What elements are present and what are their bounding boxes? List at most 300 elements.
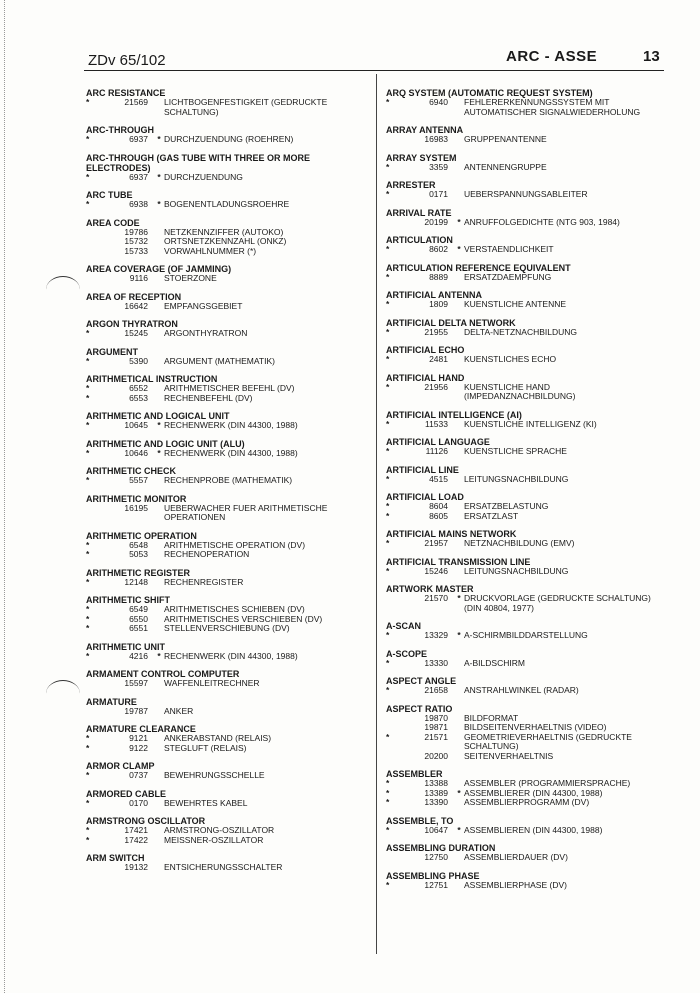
entry-number: 21956 xyxy=(424,381,448,392)
star-marker xyxy=(86,863,100,873)
translation-text: UEBERWACHER FUER ARITHMETISCHE OPERATIONEN xyxy=(164,502,328,522)
translation-text: ENTSICHERUNGSSCHALTER xyxy=(164,862,283,872)
star-marker: * xyxy=(86,475,90,485)
translation-text: ERSATZBELASTUNG xyxy=(464,501,549,511)
entry-term: ARTICULATION xyxy=(386,235,453,245)
link-marker xyxy=(154,247,164,257)
translation-text: DURCHZUENDUNG (ROEHREN) xyxy=(164,134,294,144)
entry-number: 4515 xyxy=(429,473,448,484)
star-marker: * xyxy=(86,825,90,835)
translation-text: ASSEMBLIERPHASE (DV) xyxy=(464,879,567,890)
dictionary-entry xyxy=(386,843,671,863)
translation-line xyxy=(386,355,671,365)
entry-number: 12148 xyxy=(124,576,148,587)
entry-term: ARITHMETIC REGISTER xyxy=(86,567,191,578)
star-marker xyxy=(386,853,400,863)
star-marker: * xyxy=(86,199,90,209)
entry-term: ARMSTRONG OSCILLATOR xyxy=(86,816,206,826)
dictionary-entry xyxy=(386,88,671,117)
dictionary-entry xyxy=(86,125,371,145)
dictionary-entry xyxy=(386,208,671,228)
translation-line xyxy=(386,512,671,522)
entry-term: ARC-THROUGH (GAS TUBE WITH THREE OR MORE ELECTRODES) xyxy=(86,152,310,173)
entry-term: ARITHMETIC CHECK xyxy=(86,466,176,476)
entry-term: ARTIFICIAL DELTA NETWORK xyxy=(386,317,516,328)
translation-line xyxy=(386,752,671,762)
entry-term: ARITHMETIC SHIFT xyxy=(86,595,170,605)
translation-text: LEITUNGSNACHBILDUNG xyxy=(464,473,569,484)
entry-number: 20199 xyxy=(424,216,448,227)
translation-line xyxy=(386,594,671,613)
translation-line xyxy=(86,707,371,717)
translation-line xyxy=(386,853,671,863)
entry-term: ARTIFICIAL MAINS NETWORK xyxy=(386,529,517,539)
link-marker xyxy=(154,799,164,809)
entry-number: 6549 xyxy=(129,604,148,614)
link-marker: * xyxy=(457,593,461,603)
star-marker: * xyxy=(386,797,390,807)
entry-term: ASSEMBLING DURATION xyxy=(386,843,496,853)
entry-term: A-SCAN xyxy=(386,621,421,631)
star-marker: * xyxy=(386,418,390,429)
translation-text: ARMSTRONG-OSZILLATOR xyxy=(164,825,275,835)
dictionary-entry xyxy=(386,621,671,641)
translation-line xyxy=(386,826,671,836)
dictionary-entry xyxy=(386,871,671,891)
translation-line xyxy=(86,863,371,873)
star-marker: * xyxy=(86,742,90,753)
entry-number: 10645 xyxy=(124,420,148,430)
entry-term: ARGUMENT xyxy=(86,346,138,357)
link-marker xyxy=(454,273,464,283)
dictionary-entry xyxy=(86,568,371,588)
link-marker xyxy=(154,836,164,846)
entry-term: ARM SWITCH xyxy=(86,853,145,863)
entry-number: 6550 xyxy=(129,613,148,624)
page-range-title: ARC - ASSE xyxy=(506,48,598,65)
dictionary-entry xyxy=(386,345,671,365)
dictionary-entry xyxy=(86,319,371,339)
translation-line xyxy=(86,135,371,145)
dictionary-entry xyxy=(86,697,371,717)
link-marker: * xyxy=(457,216,461,227)
translation-text: ASSEMBLIEREN (DIN 44300, 1988) xyxy=(464,824,603,835)
translation-text: NETZKENNZIFFER (AUTOKO) xyxy=(164,226,284,237)
dictionary-entry xyxy=(386,318,671,338)
link-marker xyxy=(454,163,464,173)
dictionary-entry xyxy=(386,437,671,457)
translation-line xyxy=(386,733,671,752)
star-marker: * xyxy=(386,685,390,695)
translation-line xyxy=(86,173,371,183)
entry-number: 19787 xyxy=(124,705,148,716)
link-marker xyxy=(454,752,464,762)
link-marker: * xyxy=(157,171,161,182)
link-marker xyxy=(154,615,164,625)
entry-term: ARITHMETIC AND LOGIC UNIT (ALU) xyxy=(86,438,245,449)
dictionary-entry xyxy=(86,374,371,403)
entry-term: ARTIFICIAL LANGUAGE xyxy=(386,437,490,447)
link-marker: * xyxy=(157,447,161,458)
star-marker: * xyxy=(386,354,390,364)
entry-number: 19870 xyxy=(424,712,448,723)
translation-line xyxy=(386,163,671,173)
translation-text: ASSEMBLIERPROGRAMM (DV) xyxy=(464,797,590,807)
translation-text: NETZNACHBILDUNG (EMV) xyxy=(464,538,575,548)
entry-number: 17421 xyxy=(124,825,148,835)
entry-term: ARRAY ANTENNA xyxy=(386,125,464,135)
translation-line xyxy=(86,504,371,523)
dictionary-entry xyxy=(86,816,371,845)
entry-term: ARTIFICIAL HAND xyxy=(386,372,465,383)
translation-line xyxy=(386,98,671,117)
star-marker: * xyxy=(86,650,90,661)
entry-term: ARQ SYSTEM (AUTOMATIC REQUEST SYSTEM) xyxy=(386,88,593,98)
translation-line xyxy=(86,200,371,210)
translation-text: BEWEHRUNGSSCHELLE xyxy=(164,770,265,780)
translation-line xyxy=(386,881,671,891)
link-marker xyxy=(154,384,164,394)
translation-text: ASSEMBLER (PROGRAMMIERSPRACHE) xyxy=(464,778,631,788)
entry-term: ARMOR CLAMP xyxy=(86,761,155,771)
link-marker xyxy=(154,541,164,551)
link-marker xyxy=(454,98,464,117)
punch-hole-mark xyxy=(46,276,80,303)
star-marker: * xyxy=(86,834,90,845)
star-marker: * xyxy=(386,657,390,668)
entry-term: ASPECT RATIO xyxy=(386,703,453,714)
translation-text: DELTA-NETZNACHBILDUNG xyxy=(464,326,578,337)
star-marker: * xyxy=(86,355,90,366)
translation-line xyxy=(386,659,671,669)
star-marker: * xyxy=(86,623,90,633)
dictionary-entry xyxy=(86,190,371,210)
page-number: 13 xyxy=(643,48,660,65)
translation-line xyxy=(86,302,371,312)
translation-line xyxy=(86,578,371,588)
entry-term: ARRESTER xyxy=(386,180,436,190)
entry-term: ARTIFICIAL TRANSMISSION LINE xyxy=(386,556,531,567)
dictionary-entry xyxy=(86,411,371,431)
dictionary-entry xyxy=(86,347,371,367)
link-marker xyxy=(154,624,164,634)
star-marker: * xyxy=(386,97,390,107)
translation-text: ANKERABSTAND (RELAIS) xyxy=(164,733,272,743)
entry-term: ARMATURE xyxy=(86,696,137,707)
link-marker: * xyxy=(457,787,461,798)
entry-number: 10646 xyxy=(124,447,148,458)
link-marker xyxy=(454,328,464,338)
link-marker: * xyxy=(457,824,461,835)
entry-number: 6938 xyxy=(129,199,148,209)
translation-text: ANKER xyxy=(164,705,194,716)
translation-line xyxy=(386,798,671,808)
dictionary-entry xyxy=(86,439,371,459)
entry-number: 8604 xyxy=(429,501,448,511)
translation-line xyxy=(386,135,671,145)
translation-line xyxy=(86,652,371,662)
column-divider xyxy=(376,74,377,954)
punch-hole-mark xyxy=(46,680,80,707)
translation-line xyxy=(386,273,671,283)
star-marker: * xyxy=(86,420,90,430)
translation-text: KUENSTLICHE ANTENNE xyxy=(464,299,567,309)
entry-number: 21955 xyxy=(424,326,448,337)
dictionary-entry xyxy=(386,410,671,430)
dictionary-entry xyxy=(86,531,371,560)
star-marker: * xyxy=(86,797,90,808)
link-marker xyxy=(154,237,164,247)
translation-line xyxy=(86,771,371,781)
entry-number: 6551 xyxy=(129,623,148,633)
entry-term: ARMORED CABLE xyxy=(86,788,166,799)
translation-text: FEHLERERKENNUNGSSYSTEM MIT AUTOMATISCHER SIGNALWIEDERHOLUNG xyxy=(464,97,641,117)
entry-term: ARTIFICIAL INTELLIGENCE (AI) xyxy=(386,409,522,420)
star-marker: * xyxy=(86,549,90,559)
link-marker xyxy=(154,863,164,873)
entry-term: ASSEMBLE, TO xyxy=(386,815,454,826)
translation-line xyxy=(86,744,371,754)
entry-number: 21569 xyxy=(124,97,148,107)
star-marker: * xyxy=(386,731,390,742)
entry-number: 0170 xyxy=(129,797,148,808)
entry-number: 2481 xyxy=(429,354,448,364)
link-marker xyxy=(454,723,464,733)
entry-number: 13389 xyxy=(424,787,448,798)
star-marker: * xyxy=(86,134,90,144)
entry-number: 5390 xyxy=(129,355,148,366)
entry-number: 19871 xyxy=(424,722,448,732)
dictionary-entry xyxy=(386,263,671,283)
dictionary-entry xyxy=(386,676,671,696)
translation-text: RECHENPROBE (MATHEMATIK) xyxy=(164,475,293,485)
translation-text: VERSTAENDLICHKEIT xyxy=(464,244,554,254)
dictionary-entry xyxy=(386,373,671,402)
dictionary-entry xyxy=(386,125,671,145)
link-marker: * xyxy=(457,630,461,640)
translation-text: BILDSEITENVERHAELTNIS (VIDEO) xyxy=(464,722,607,732)
link-marker: * xyxy=(157,134,161,144)
dictionary-entry xyxy=(86,853,371,873)
entry-number: 13329 xyxy=(424,630,448,640)
translation-line xyxy=(86,449,371,459)
entry-number: 19786 xyxy=(124,226,148,237)
translation-text: LICHTBOGENFESTIGKEIT (GEDRUCKTE SCHALTUNG) xyxy=(164,97,328,117)
link-marker xyxy=(154,826,164,836)
star-marker: * xyxy=(86,576,90,587)
dictionary-entry xyxy=(86,724,371,753)
star-marker: * xyxy=(86,770,90,780)
entry-number: 16983 xyxy=(424,134,448,144)
translation-text: ANRUFFOLGEDICHTE (NTG 903, 1984) xyxy=(464,216,620,227)
star-marker: * xyxy=(386,446,390,456)
star-marker xyxy=(386,594,400,613)
entry-number: 13388 xyxy=(424,778,448,788)
entry-number: 15733 xyxy=(124,245,148,256)
entry-term: ASSEMBLING PHASE xyxy=(386,870,480,881)
link-marker xyxy=(154,98,164,117)
translation-text: ARITHMETISCHE OPERATION (DV) xyxy=(164,539,306,550)
dictionary-entry xyxy=(86,264,371,284)
translation-text: GEOMETRIEVERHAELTNIS (GEDRUCKTE SCHALTUNG) xyxy=(464,731,632,751)
star-marker xyxy=(86,707,100,717)
entry-number: 19132 xyxy=(124,862,148,872)
translation-text: RECHENOPERATION xyxy=(164,549,250,559)
link-marker xyxy=(154,550,164,560)
translation-line xyxy=(386,190,671,200)
link-marker xyxy=(154,329,164,339)
entry-number: 21571 xyxy=(424,731,448,742)
link-marker: * xyxy=(457,244,461,254)
link-marker xyxy=(454,300,464,310)
translation-line xyxy=(386,328,671,338)
link-marker: * xyxy=(157,199,161,209)
entry-term: ARITHMETIC AND LOGICAL UNIT xyxy=(86,411,230,421)
star-marker: * xyxy=(386,824,390,835)
entry-term: ARRAY SYSTEM xyxy=(386,152,457,163)
entry-term: ARC RESISTANCE xyxy=(86,88,166,98)
entry-number: 6937 xyxy=(129,171,148,182)
translation-text: BILDFORMAT xyxy=(464,712,519,723)
entry-number: 0737 xyxy=(129,770,148,780)
dictionary-entry xyxy=(86,595,371,634)
translation-text: GRUPPENANTENNE xyxy=(464,134,547,144)
header-rule xyxy=(84,70,664,71)
translation-text: ARITHMETISCHES VERSCHIEBEN (DV) xyxy=(164,613,323,624)
translation-text: LEITUNGSNACHBILDUNG xyxy=(464,565,569,576)
translation-line xyxy=(86,421,371,431)
dictionary-entry xyxy=(386,492,671,521)
entry-number: 15245 xyxy=(124,328,148,338)
star-marker: * xyxy=(386,189,390,199)
entry-term: ARTWORK MASTER xyxy=(386,584,474,594)
entry-term: ARGON THYRATRON xyxy=(86,319,178,329)
entry-number: 8602 xyxy=(429,244,448,254)
star-marker: * xyxy=(86,604,90,614)
link-marker xyxy=(454,355,464,365)
entry-number: 15597 xyxy=(124,678,148,688)
dictionary-entry xyxy=(386,465,671,485)
entry-number: 6940 xyxy=(429,97,448,107)
link-marker xyxy=(154,302,164,312)
translation-line xyxy=(86,329,371,339)
entry-number: 13390 xyxy=(424,797,448,807)
entry-term: ARTIFICIAL LINE xyxy=(386,464,459,475)
star-marker xyxy=(86,237,100,247)
star-marker: * xyxy=(86,613,90,624)
entry-term: AREA COVERAGE (OF JAMMING) xyxy=(86,264,232,274)
dictionary-entry xyxy=(386,584,671,613)
translation-text: KUENSTLICHE SPRACHE xyxy=(464,446,567,456)
entry-number: 21658 xyxy=(424,685,448,695)
entry-term: ARMAMENT CONTROL COMPUTER xyxy=(86,669,240,679)
link-marker xyxy=(454,714,464,724)
translation-line xyxy=(86,799,371,809)
translation-line xyxy=(86,836,371,846)
link-marker xyxy=(454,733,464,752)
entry-term: A-SCOPE xyxy=(386,648,428,659)
translation-line xyxy=(386,383,671,402)
star-marker xyxy=(386,752,400,762)
translation-line xyxy=(86,476,371,486)
entry-number: 21570 xyxy=(424,593,448,603)
entry-term: ARMATURE CLEARANCE xyxy=(86,724,196,734)
star-marker: * xyxy=(386,244,390,254)
translation-line xyxy=(86,357,371,367)
link-marker: * xyxy=(157,420,161,430)
entry-number: 6548 xyxy=(129,539,148,550)
right-column xyxy=(386,88,671,898)
entry-number: 5557 xyxy=(129,475,148,485)
entry-term: ARITHMETIC OPERATION xyxy=(86,530,197,541)
dictionary-entry xyxy=(386,180,671,200)
entry-number: 13330 xyxy=(424,657,448,668)
star-marker: * xyxy=(86,328,90,338)
entry-number: 12750 xyxy=(424,852,448,862)
translation-text: RECHENWERK (DIN 44300, 1988) xyxy=(164,420,298,430)
link-marker xyxy=(454,686,464,696)
link-marker xyxy=(154,394,164,404)
page-edge xyxy=(4,0,5,993)
translation-text: ANTENNENGRUPPE xyxy=(464,161,547,172)
translation-text: KUENSTLICHE HAND (IMPEDANZNACHBILDUNG) xyxy=(464,381,576,401)
link-marker xyxy=(154,578,164,588)
dictionary-entry xyxy=(386,769,671,808)
link-marker xyxy=(154,504,164,523)
translation-text: MEISSNER-OSZILLATOR xyxy=(164,834,264,845)
star-marker xyxy=(86,247,100,257)
star-marker: * xyxy=(386,538,390,548)
dictionary-entry xyxy=(386,649,671,669)
translation-text: ARITHMETISCHER BEFEHL (DV) xyxy=(164,383,295,393)
translation-text: UEBERSPANNUNGSABLEITER xyxy=(464,189,588,199)
dictionary-entry xyxy=(86,789,371,809)
entry-number: 9116 xyxy=(129,273,148,283)
star-marker: * xyxy=(386,630,390,640)
document-id: ZDv 65/102 xyxy=(88,52,166,69)
link-marker xyxy=(454,447,464,457)
translation-line xyxy=(386,686,671,696)
entry-term: ARC-THROUGH xyxy=(86,125,154,135)
dictionary-entry xyxy=(86,218,371,257)
star-marker: * xyxy=(86,539,90,550)
translation-text: STELLENVERSCHIEBUNG (DV) xyxy=(164,623,290,633)
entry-number: 9122 xyxy=(129,742,148,753)
dictionary-entry xyxy=(86,761,371,781)
link-marker xyxy=(454,190,464,200)
translation-text: KUENSTLICHE INTELLIGENZ (KI) xyxy=(464,418,597,429)
link-marker xyxy=(454,135,464,145)
entry-number: 15732 xyxy=(124,236,148,246)
dictionary-entry xyxy=(386,235,671,255)
star-marker: * xyxy=(86,97,90,107)
translation-text: DURCHZUENDUNG xyxy=(164,171,243,182)
entry-number: 21957 xyxy=(424,538,448,548)
entry-number: 5053 xyxy=(129,549,148,559)
entry-term: ASSEMBLER xyxy=(386,769,443,779)
entry-number: 8605 xyxy=(429,510,448,521)
entry-number: 17422 xyxy=(124,834,148,845)
translation-text: STEGLUFT (RELAIS) xyxy=(164,742,247,753)
entry-term: ARITHMETICAL INSTRUCTION xyxy=(86,374,218,384)
star-marker: * xyxy=(86,383,90,393)
translation-text: STOERZONE xyxy=(164,273,217,283)
star-marker: * xyxy=(386,271,390,282)
star-marker xyxy=(86,302,100,312)
dictionary-entry xyxy=(86,642,371,662)
dictionary-entry xyxy=(386,290,671,310)
dictionary-entry xyxy=(386,704,671,762)
